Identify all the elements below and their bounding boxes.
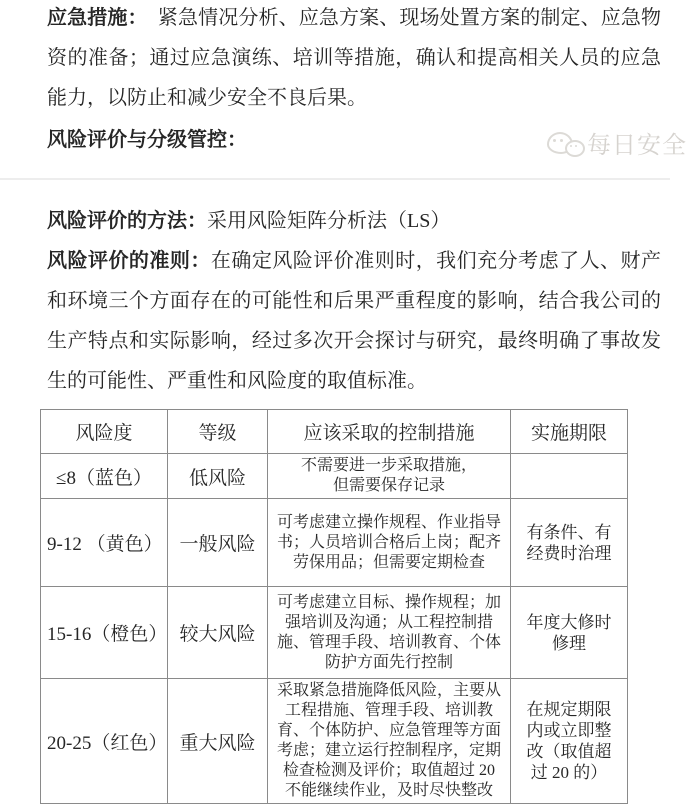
evaluation-criteria-paragraph (47, 241, 661, 401)
evaluation-method-line (47, 201, 661, 241)
risk-matrix-table (40, 409, 628, 804)
evaluation-criteria-label: 风险评价的准则： (47, 250, 211, 272)
cell-risk: 15-16（橙色） (41, 587, 168, 679)
cell-measures: 可考虑建立操作规程、作业指导书；人员培训合格后上岗；配齐劳保用品；但需要定期检查 (268, 499, 511, 587)
emergency-measures-text: 紧急情况分析、应急方案、现场处置方案的制定、应急物资的准备；通过应急演练、培训等措施，确认和提高相关人员的应急能力，以防止和减少安全不良后果。 (47, 7, 662, 109)
header-control-measures: 应该采取的控制措施 (268, 410, 511, 454)
header-risk-degree: 风险度 (41, 410, 168, 454)
cell-level: 较大风险 (168, 587, 268, 679)
table-row (41, 499, 628, 587)
cell-risk: 9-12 （黄色） (41, 499, 168, 587)
emergency-measures-paragraph (47, 0, 661, 118)
wechat-bubbles-icon (545, 128, 587, 164)
cell-deadline: 有条件、有 经费时治理 (511, 499, 628, 587)
table-row (41, 679, 628, 804)
table-header-row (41, 410, 628, 454)
table-row (41, 454, 628, 499)
evaluation-method-text: 采用风险矩阵分析法（LS） (207, 210, 451, 232)
cell-risk: 20-25（红色） (41, 679, 168, 804)
header-level: 等级 (168, 410, 268, 454)
cell-level: 重大风险 (168, 679, 268, 804)
header-deadline: 实施期限 (511, 410, 628, 454)
cell-measures: 可考虑建立目标、操作规程；加强培训及沟通；从工程控制措施、管理手段、培训教育、个体防护方面先行控制 (268, 587, 511, 679)
cell-deadline: 在规定期限 内或立即整 改（取值超 过 20 的） (511, 679, 628, 804)
cell-deadline (511, 454, 628, 499)
section-divider (0, 178, 670, 180)
cell-risk: ≤8（蓝色） (41, 454, 168, 499)
watermark (545, 125, 687, 167)
cell-deadline: 年度大修时 修理 (511, 587, 628, 679)
emergency-measures-label: 应急措施： (47, 7, 138, 29)
watermark-text: 每日安全 (587, 133, 687, 159)
evaluation-method-label: 风险评价的方法： (47, 210, 207, 232)
table-row (41, 587, 628, 679)
grading-control-heading: 风险评价与分级管控： (47, 129, 247, 151)
cell-level: 一般风险 (168, 499, 268, 587)
cell-measures: 采取紧急措施降低风险，主要从工程措施、管理手段、培训教育、个体防护、应急管理等方面考虑；建立运行控制程序，定期检查检测及评价；取值超过 20 不能继续作业，及时尽快整改 (268, 679, 511, 804)
bubble-small (565, 140, 585, 157)
cell-measures: 不需要进一步采取措施， 但需要保存记录 (268, 454, 511, 499)
cell-level: 低风险 (168, 454, 268, 499)
evaluation-criteria-text: 在确定风险评价准则时，我们充分考虑了人、财产和环境三个方面存在的可能性和后果严重程度的影响，结合我公司的生产特点和实际影响，经过多次开会探讨与研究，最终明确了事故发生的可能性、严重性和风险度的取值标准。 (47, 250, 662, 392)
